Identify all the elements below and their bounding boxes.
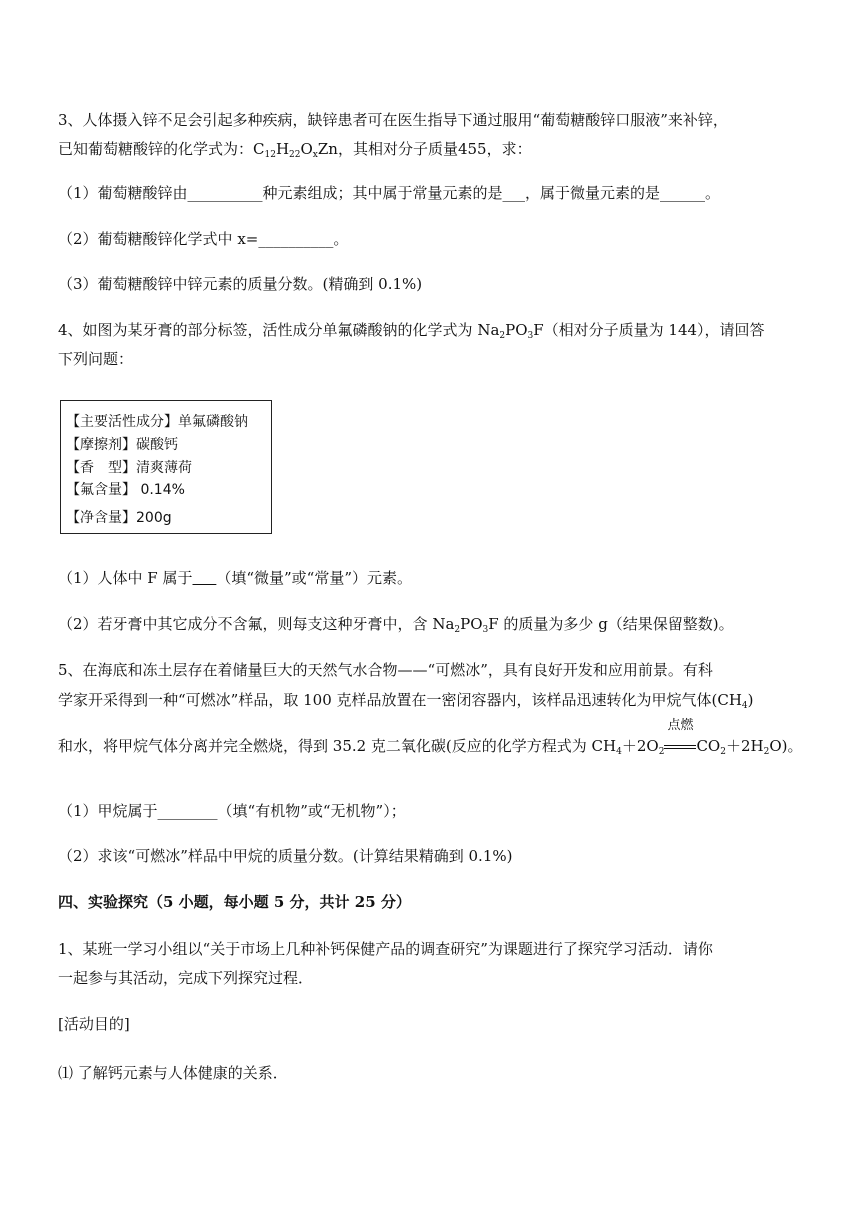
- q5-line2: 学家开采得到一种“可燃冰”样品，取 100 克样品放置在一密闭容器内，该样品迅速转化为甲烷气体$(CH_4)$: [58, 691, 754, 711]
- q3-line2: 已知葡萄糖酸锌的化学式为：$C_{12}H_{22}O_xZn$，其相对分子质量455，求：: [58, 140, 532, 160]
- q3-part3: （3）葡萄糖酸锌中锌元素的质量分数。(精确到 0.1%): [58, 275, 423, 293]
- section-heading: 四、实验探究（5 小题，每小题 5 分，共计 25 分）: [58, 893, 411, 911]
- q5-part2: （2）求该“可燃冰”样品中甲烷的质量分数。(计算结果精确到 0.1%): [58, 847, 513, 865]
- label-row-ingredient: 【主要活性成分】单氟磷酸钠: [66, 414, 248, 430]
- q3-part1: （1）葡萄糖酸锌由__________种元素组成；其中属于常量元素的是___，属于微量元素的是______。: [58, 184, 721, 202]
- s4-q1-line2: 一起参与其活动，完成下列探究过程．: [58, 969, 314, 987]
- q5-part1: （1）甲烷属于________（填“有机物”或“无机物”）；: [58, 802, 406, 820]
- q4-part2: （2）若牙膏中其它成分不含氟，则每支这种牙膏中，含 $Na_2PO_3F$ 的质量为多少 g（结果保留整数)。: [58, 615, 734, 635]
- q3-part2: （2）葡萄糖酸锌化学式中 x=__________。: [58, 230, 349, 248]
- q5-line3: 和水，将甲烷气体分离并完全燃烧，得到 35.2 克二氧化碳(反应的化学方程式为 $CH_4+2O_2$ 点燃 $CO_2+2H_2O$)。: [58, 718, 803, 757]
- s4-q1-line1: 1、某班一学习小组以“关于市场上几种补钙保健产品的调查研究”为课题进行了探究学习活动．请你: [58, 940, 713, 958]
- q3-line1: 3、人体摄入锌不足会引起多种疾病，缺锌患者可在医生指导下通过服用“葡萄糖酸锌口服液”来补锌，: [58, 111, 728, 129]
- q4-part1: （1）人体中 F 属于 （填“微量”或“常量”）元素。: [58, 569, 413, 587]
- label-row-flavor: 【香 型】清爽薄荷: [66, 460, 192, 476]
- goal-item-1: ⑴ 了解钙元素与人体健康的关系．: [58, 1064, 288, 1082]
- label-row-abrasive: 【摩擦剂】碳酸钙: [66, 437, 178, 453]
- label-row-fluoride: 【氟含量】 0.14%: [66, 482, 185, 498]
- q4-line2: 下列问题：: [58, 350, 134, 368]
- toothpaste-label: [60, 400, 272, 534]
- reaction-condition: 点燃: [664, 736, 696, 756]
- label-row-net: 【净含量】200g: [66, 510, 172, 526]
- q5-line1: 5、在海底和冻土层存在着储量巨大的天然气水合物——“可燃冰”，具有良好开发和应用前景。有科: [58, 661, 713, 679]
- q4-line1: 4、如图为某牙膏的部分标签，活性成分单氟磷酸钠的化学式为 $Na_2PO_3F$（相对分子质量为 144），请回答: [58, 321, 765, 341]
- activity-goal: [活动目的]: [58, 1015, 130, 1033]
